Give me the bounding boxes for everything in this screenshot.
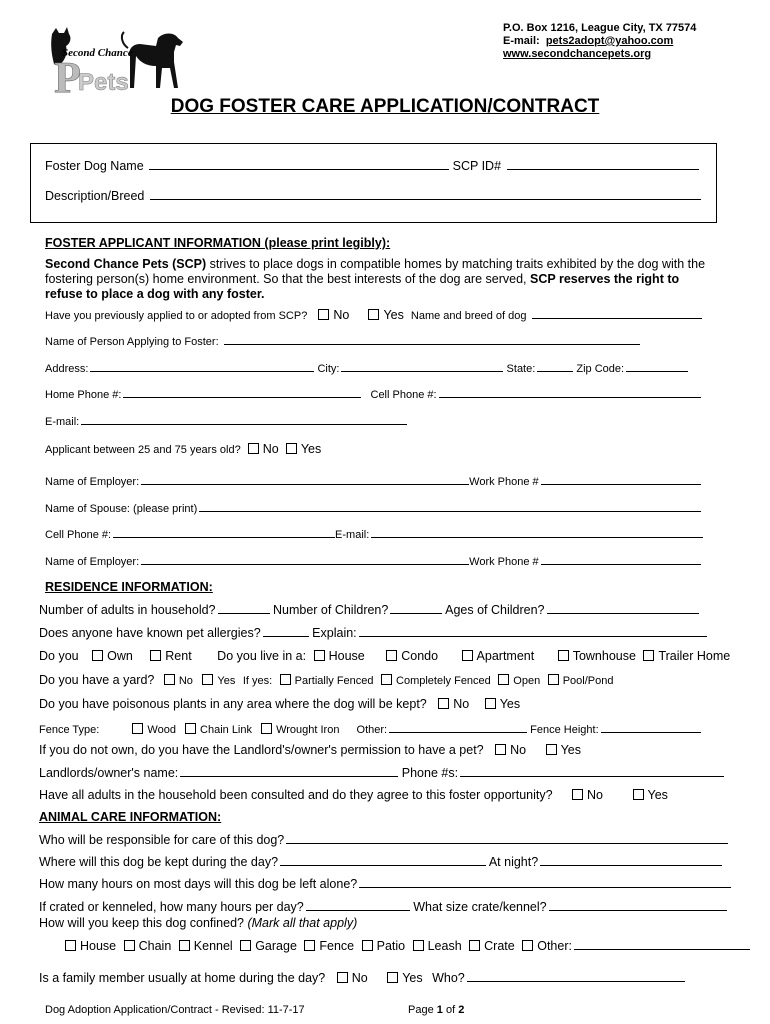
checkbox-icon[interactable]: [469, 940, 480, 951]
spouse-contact-row: [45, 526, 703, 541]
city-field[interactable]: [341, 360, 503, 372]
checkbox-icon[interactable]: [280, 674, 291, 685]
yard-no-label: No: [178, 675, 193, 687]
page-title: DOG FOSTER CARE APPLICATION/CONTRACT: [170, 96, 600, 117]
checkbox-icon[interactable]: [546, 744, 557, 755]
explain-field[interactable]: [359, 625, 707, 637]
checkbox-icon[interactable]: [522, 940, 533, 951]
opt-kennel-label: Kennel: [193, 939, 233, 953]
dog-name-label: Foster Dog Name: [45, 159, 144, 173]
checkbox-icon[interactable]: [240, 940, 251, 951]
allergies-label: Does anyone have known pet allergies?: [39, 626, 261, 640]
checkbox-icon[interactable]: [381, 674, 392, 685]
employer-field[interactable]: [141, 473, 469, 485]
dog-name-row: [45, 158, 699, 173]
checkbox-icon[interactable]: [438, 698, 449, 709]
spouse-employer-label: Name of Employer:: [45, 556, 140, 568]
landlord-phones-label: Phone #s:: [401, 766, 459, 780]
do-you-label: Do you: [39, 649, 79, 663]
checkbox-icon[interactable]: [185, 723, 196, 734]
hours-alone-row: [39, 876, 731, 891]
checkbox-icon[interactable]: [498, 674, 509, 685]
previous-row: [45, 307, 702, 322]
checkbox-icon[interactable]: [558, 650, 569, 661]
checkbox-icon[interactable]: [485, 698, 496, 709]
opt-house-label: House: [80, 939, 117, 953]
org-contact-block: [503, 22, 696, 61]
yard-row: [39, 673, 613, 687]
cell-phone-field[interactable]: [439, 386, 701, 398]
crated-field[interactable]: [306, 899, 410, 911]
checkbox-icon[interactable]: [286, 443, 297, 454]
landlord-row: [39, 743, 581, 757]
spouse-cell-label: Cell Phone #:: [45, 529, 112, 541]
checkbox-icon[interactable]: [179, 940, 190, 951]
consulted-no-label: No: [587, 788, 604, 802]
allergies-field[interactable]: [263, 625, 309, 637]
crated-label: If crated or kenneled, how many hours per day?: [39, 900, 304, 914]
children-field[interactable]: [390, 602, 442, 614]
checkbox-icon[interactable]: [261, 723, 272, 734]
checkbox-icon[interactable]: [337, 972, 348, 983]
age-no-label: No: [262, 442, 279, 456]
checkbox-icon[interactable]: [318, 309, 329, 320]
org-website-link[interactable]: www.secondchancepets.org: [503, 48, 652, 60]
ages-field[interactable]: [547, 602, 699, 614]
household-row: [39, 602, 699, 617]
yard-yes-label: Yes: [217, 675, 236, 687]
checkbox-icon[interactable]: [495, 744, 506, 755]
at-night-field[interactable]: [540, 854, 722, 866]
checkbox-icon[interactable]: [132, 723, 143, 734]
family-home-row: [39, 970, 685, 985]
opt-chain-label: Chain: [138, 939, 172, 953]
family-yes-label: Yes: [402, 971, 423, 985]
responsible-label: Who will be responsible for care of this dog?: [39, 833, 285, 847]
complete-label: Completely Fenced: [396, 675, 491, 687]
page-total: 2: [458, 1004, 465, 1016]
hours-alone-field[interactable]: [359, 876, 731, 888]
crated-row: [39, 899, 727, 914]
checkbox-icon[interactable]: [65, 940, 76, 951]
adults-field[interactable]: [218, 602, 270, 614]
checkbox-icon[interactable]: [304, 940, 315, 951]
logo-text-pets: Pets: [78, 69, 129, 96]
spouse-cell-field[interactable]: [113, 526, 335, 538]
checkbox-icon[interactable]: [368, 309, 379, 320]
checkbox-icon[interactable]: [386, 650, 397, 661]
checkbox-icon[interactable]: [362, 940, 373, 951]
fence-other-label: Other:: [356, 724, 388, 736]
kept-day-row: [39, 854, 722, 869]
children-label: Number of Children?: [273, 603, 389, 617]
spouse-label: Name of Spouse: (please print): [45, 503, 198, 515]
spouse-row: [45, 500, 701, 515]
crate-size-field[interactable]: [549, 899, 727, 911]
cell-phone-label: Cell Phone #:: [370, 389, 437, 401]
explain-label: Explain:: [312, 626, 357, 640]
landlord-yes-label: Yes: [560, 743, 581, 757]
checkbox-icon[interactable]: [413, 940, 424, 951]
ages-label: Ages of Children?: [445, 603, 545, 617]
email-label: E-mail:: [45, 416, 80, 428]
adults-label: Number of adults in household?: [39, 603, 216, 617]
city-label: City:: [317, 363, 340, 375]
spouse-work-phone-field[interactable]: [541, 553, 701, 565]
wrought-iron-label: Wrought Iron: [276, 724, 340, 736]
kept-day-field[interactable]: [280, 854, 486, 866]
employer-row: [45, 473, 701, 488]
plants-row: [39, 697, 520, 711]
consulted-question: Have all adults in the household been consulted and do they agree to this foster opportunity?: [39, 788, 553, 802]
page-word: Page: [408, 1004, 434, 1016]
svg-text:P: P: [54, 53, 81, 96]
applicant-name-field[interactable]: [224, 333, 640, 345]
landlord-name-label: Landlords/owner's name:: [39, 766, 179, 780]
fence-height-field[interactable]: [601, 721, 701, 733]
spouse-field[interactable]: [199, 500, 701, 512]
checkbox-icon[interactable]: [150, 650, 161, 661]
open-label: Open: [513, 675, 541, 687]
age-row: [45, 442, 321, 456]
fence-type-label: Fence Type:: [39, 724, 100, 736]
address-row: [45, 360, 688, 375]
consulted-row: [39, 788, 668, 802]
applicant-heading: FOSTER APPLICANT INFORMATION (please print legibly):: [45, 236, 391, 250]
checkbox-icon[interactable]: [314, 650, 325, 661]
age-question: Applicant between 25 and 75 years old?: [45, 444, 241, 456]
org-address: P.O. Box 1216, League City, TX 77574: [503, 22, 697, 34]
opt-leash-label: Leash: [427, 939, 462, 953]
checkbox-icon[interactable]: [548, 674, 559, 685]
fence-other-field[interactable]: [389, 721, 527, 733]
wood-label: Wood: [147, 724, 176, 736]
scp-id-field[interactable]: [507, 158, 699, 170]
trailer-label: Trailer Home: [658, 649, 731, 663]
partial-label: Partially Fenced: [294, 675, 374, 687]
checkbox-icon[interactable]: [643, 650, 654, 661]
state-label: State:: [506, 363, 536, 375]
landlord-no-label: No: [510, 743, 527, 757]
who-label: Who?: [432, 971, 465, 985]
applicant-name-label: Name of Person Applying to Foster:: [45, 336, 219, 348]
prev-no-label: No: [333, 308, 350, 322]
zip-label: Zip Code:: [576, 363, 625, 375]
spouse-email-field[interactable]: [371, 526, 703, 538]
prev-question: Have you previously applied to or adopted from SCP?: [45, 310, 308, 322]
work-phone-label: Work Phone #: [469, 476, 539, 488]
age-yes-label: Yes: [300, 442, 322, 456]
plants-yes-label: Yes: [499, 697, 521, 711]
checkbox-icon[interactable]: [387, 972, 398, 983]
opt-fence-label: Fence: [319, 939, 355, 953]
confined-label: How will you keep this dog confined?: [39, 916, 244, 930]
house-label: House: [328, 649, 365, 663]
opt-other-field[interactable]: [574, 938, 750, 950]
intro-paragraph: [45, 257, 715, 302]
foster-dog-box: [30, 143, 717, 223]
page-current: 1: [436, 1004, 443, 1016]
address-field[interactable]: [90, 360, 314, 372]
if-yes-label: If yes:: [242, 675, 273, 687]
animal-care-heading: ANIMAL CARE INFORMATION:: [39, 810, 222, 824]
spouse-email-label: E-mail:: [335, 529, 370, 541]
landlord-phones-field[interactable]: [460, 765, 724, 777]
checkbox-icon[interactable]: [248, 443, 259, 454]
responsible-field[interactable]: [286, 832, 728, 844]
condo-label: Condo: [401, 649, 439, 663]
family-no-label: No: [351, 971, 368, 985]
confined-row: [39, 916, 357, 930]
applicant-name-row: [45, 333, 640, 348]
home-phone-label: Home Phone #:: [45, 389, 122, 401]
opt-crate-label: Crate: [484, 939, 515, 953]
scp-id-label: SCP ID#: [452, 159, 502, 173]
allergies-row: [39, 625, 707, 640]
dog-name-field[interactable]: [149, 158, 449, 170]
intro-text: strives to place dogs in compatible homes by matching traits exhibited by the dog with the fostering person(s) home environment. So that the best interests of the dog are served,: [45, 257, 706, 286]
chain-link-label: Chain Link: [200, 724, 252, 736]
fence-row: [39, 721, 701, 736]
home-phone-field[interactable]: [123, 386, 361, 398]
checkbox-icon[interactable]: [164, 674, 175, 685]
plants-question: Do you have poisonous plants in any area where the dog will be kept?: [39, 697, 427, 711]
address-label: Address:: [45, 363, 89, 375]
kept-day-label: Where will this dog be kept during the day?: [39, 855, 279, 869]
breed-field[interactable]: [532, 307, 702, 319]
checkbox-icon[interactable]: [202, 674, 213, 685]
description-field[interactable]: [150, 188, 701, 200]
org-email-link[interactable]: pets2adopt@yahoo.com: [545, 35, 674, 47]
opt-patio-label: Patio: [376, 939, 406, 953]
confinement-options-row: [65, 938, 750, 953]
fence-height-label: Fence Height:: [530, 724, 599, 736]
live-in-label: Do you live in a:: [217, 649, 307, 663]
landlord-name-field[interactable]: [180, 765, 398, 777]
checkbox-icon[interactable]: [572, 789, 583, 800]
at-night-label: At night?: [488, 855, 539, 869]
spouse-employer-field[interactable]: [141, 553, 469, 565]
spouse-work-phone-label: Work Phone #: [469, 556, 539, 568]
rent-label: Rent: [165, 649, 192, 663]
checkbox-icon[interactable]: [462, 650, 473, 661]
consulted-yes-label: Yes: [647, 788, 668, 802]
email-row: [45, 413, 407, 428]
townhouse-label: Townhouse: [572, 649, 636, 663]
employer2-row: [45, 553, 701, 568]
residence-heading: RESIDENCE INFORMATION:: [45, 580, 213, 594]
own-label: Own: [107, 649, 133, 663]
work-phone-field[interactable]: [541, 473, 701, 485]
intro-bold-rights: SCP reserves the right to refuse to place a dog with any foster.: [45, 272, 680, 301]
breed-question: Name and breed of dog: [410, 310, 527, 322]
responsible-row: [39, 832, 728, 847]
confined-note: (Mark all that apply): [247, 916, 358, 930]
pool-label: Pool/Pond: [562, 675, 614, 687]
crate-size-label: What size crate/kennel?: [413, 900, 547, 914]
plants-no-label: No: [453, 697, 470, 711]
family-home-label: Is a family member usually at home during the day?: [39, 971, 326, 985]
state-field[interactable]: [537, 360, 573, 372]
zip-field[interactable]: [626, 360, 688, 372]
apartment-label: Apartment: [476, 649, 535, 663]
footer-revision: Dog Adoption Application/Contract - Revised: 11-7-17: [45, 1004, 305, 1016]
landlord-name-row: [39, 765, 724, 780]
checkbox-icon[interactable]: [92, 650, 103, 661]
page-of: of: [445, 1004, 456, 1016]
checkbox-icon[interactable]: [124, 940, 135, 951]
opt-garage-label: Garage: [255, 939, 297, 953]
checkbox-icon[interactable]: [633, 789, 644, 800]
opt-other-label: Other:: [537, 939, 572, 953]
yard-question: Do you have a yard?: [39, 673, 155, 687]
org-email-label: E-mail:: [503, 35, 540, 47]
logo-text-second-chance: Second Chance: [62, 47, 133, 59]
hours-alone-label: How many hours on most days will this dog be left alone?: [39, 877, 358, 891]
cat-dog-logo: [50, 26, 190, 96]
employer-label: Name of Employer:: [45, 476, 140, 488]
landlord-question: If you do not own, do you have the Landlord's/owner's permission to have a pet?: [39, 743, 484, 757]
who-field[interactable]: [467, 970, 685, 982]
prev-yes-label: Yes: [383, 308, 404, 322]
intro-bold-scp: Second Chance Pets (SCP): [45, 257, 207, 271]
description-row: [45, 188, 701, 203]
email-field[interactable]: [81, 413, 407, 425]
phone-row: [45, 386, 701, 401]
description-label: Description/Breed: [45, 189, 145, 203]
home-type-row: [39, 649, 730, 663]
footer-page-number: [408, 1004, 464, 1016]
